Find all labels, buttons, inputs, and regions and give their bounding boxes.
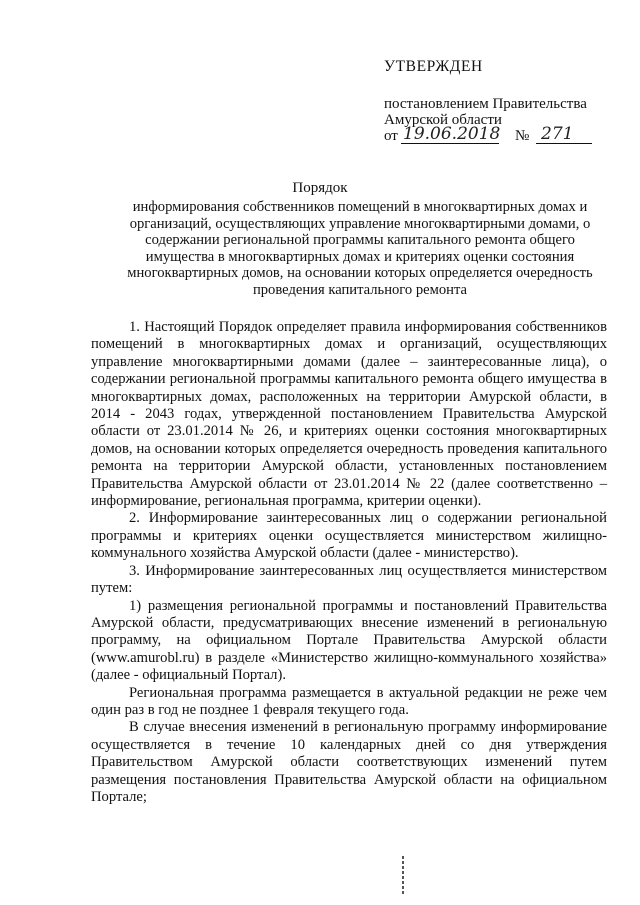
paragraph-3-1-changes: В случае внесения изменений в региональную программу информирование осуществляется в течение 10 календарных дней со дня утверждения Правительством Амурской области соответствующих изменений путем размещения постановления Правительства Амурской области на официальном Портале;	[91, 719, 607, 805]
number-prefix: №	[515, 128, 530, 144]
document-title: Порядок	[292, 180, 348, 196]
paragraph-3: 3. Информирование заинтересованных лиц осуществляется министерством путем:	[91, 562, 607, 597]
document-body	[91, 319, 607, 806]
approval-by-line-2: Амурской области	[384, 112, 502, 128]
paragraph-1: 1. Настоящий Порядок определяет правила информирования собственников помещений в многоквартирных домах и организаций, осуществляющих управление многоквартирными домами (далее – заинтересованные лица), о содержании региональной программы капитального ремонта общего имущества в многоквартирных домах, расположенных на территории Амурской области, в 2014 - 2043 годах, утвержденной постановлением Правительства Амурской области от 23.01.2014 № 26, и критериях оценки состояния многоквартирных домов, на основании которых определяется очередность проведения капитального ремонта на территории Амурской области, установленных постановлением Правительства Амурской области от 23.01.2014 № 22 (далее соответственно – информирование, региональная программа, критерии оценки).	[91, 319, 607, 510]
document-subtitle: информирования собственников помещений в многоквартирных домах и организаций, осуществляющих управление многоквартирными домами, о содержании региональной программы капитального ремонта общего имущества в многоквартирных домах и критериях оценки состояния многоквартирных домов, на основании которых определяется очередность проведения капитального ремонта	[127, 199, 593, 298]
approval-by-line-1: постановлением Правительства	[384, 96, 587, 112]
paragraph-2: 2. Информирование заинтересованных лиц о содержании региональной программы и критериях оценки осуществляется министерством жилищно-коммунального хозяйства Амурской области (далее - министерство).	[91, 510, 607, 562]
paragraph-3-1: 1) размещения региональной программы и постановлений Правительства Амурской области, предусматривающих внесение изменений в региональную программу, на официальном Портале Правительства Амурской области (www.amurobl.ru) в разделе «Министерство жилищно-коммунального хозяйства» (далее - официальный Портал).	[91, 597, 607, 684]
approval-date-number-row	[384, 124, 624, 147]
date-prefix: от	[384, 128, 398, 144]
approval-stamp-heading: УТВЕРЖДЕН	[384, 58, 483, 75]
handwritten-date: 19.06.2018	[403, 124, 501, 144]
paragraph-3-1-note: Региональная программа размещается в актуальной редакции не реже чем один раз в год не позднее 1 февраля текущего года.	[91, 684, 607, 718]
scan-staple-mark	[402, 856, 404, 896]
handwritten-number: 271	[541, 124, 574, 144]
